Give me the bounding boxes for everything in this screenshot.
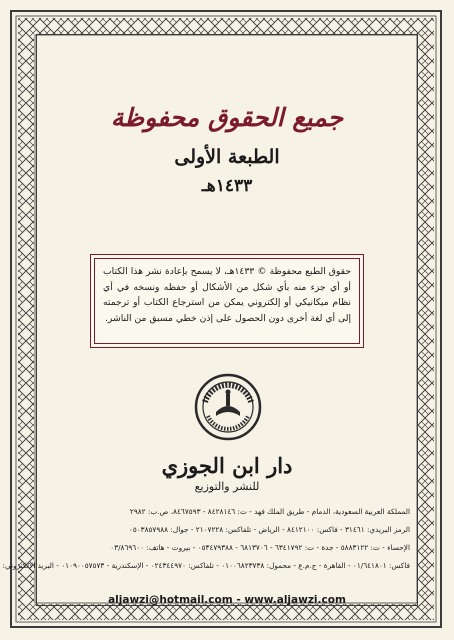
contact-line: الإحساء - ت: ٥٨٨٣١٢٢ - جدة - ت: ٦٣٤١٧٩٢ - ٦٨١٣٧٠٦ - ٠٥٣٤٧٩٣٨٨ - بيروت - هاتف: ٠٣/٨٦٩٦٠٠ — [110, 543, 410, 552]
publisher-name: دار ابن الجوزي — [161, 453, 293, 478]
email-and-website: aljawzi@hotmail.com - www.aljawzi.com — [108, 594, 346, 606]
edition-label: الطبعة الأولى — [174, 146, 280, 168]
contact-line: الرمز البريدي: ٣١٤٦١ - فاكس: ٨٤١٢١٠٠ - الرياض - تلفاكس: ٢١٠٧٢٢٨ - جوال: ٠٥٠٣٨٥٧٩٨٨ — [128, 525, 410, 534]
publisher-seal-logo-icon — [193, 372, 263, 442]
publisher-subtitle: للنشر والتوزيع — [194, 480, 260, 493]
contact-line: المملكة العربية السعودية، الدمام - طريق الملك فهد - ت: ٨٤٢٨١٤٦ - ٨٤٦٧٥٩٣، ص.ب: ٢٩٨٢ — [129, 507, 410, 516]
edition-year: ١٤٣٣هـ — [201, 176, 253, 196]
copyright-notice-text: حقوق الطبع محفوظة © ١٤٣٣هـ، لا يسمح بإعادة نشر هذا الكتاب أو أي جزء منه بأي شكل من الأشكال أو حفظه ونسخه في أي نظام ميكانيكي أو إلكتروني يمكن من استرجاع الكتاب أو ترجمته إلى أي لغة أخرى دون الحصول على إذن خطي مسبق من الناشر. — [94, 258, 360, 344]
all-rights-reserved-title: جميع الحقوق محفوظة — [110, 103, 344, 132]
contact-line: فاكس: ٠١/٦٤١٨٠١ - القاهرة - ج.م.ع - محمول: ٠١٠٠٦٨٢٣٧٣٨ - تلفاكس: ٠٢٤٣٤٤٩٧٠ - الإسكندرية - ٠١٠٩٠٠٥٧٥٧٣ - البريد الإلكتروني: — [2, 561, 410, 570]
copyright-notice-box — [90, 254, 364, 348]
